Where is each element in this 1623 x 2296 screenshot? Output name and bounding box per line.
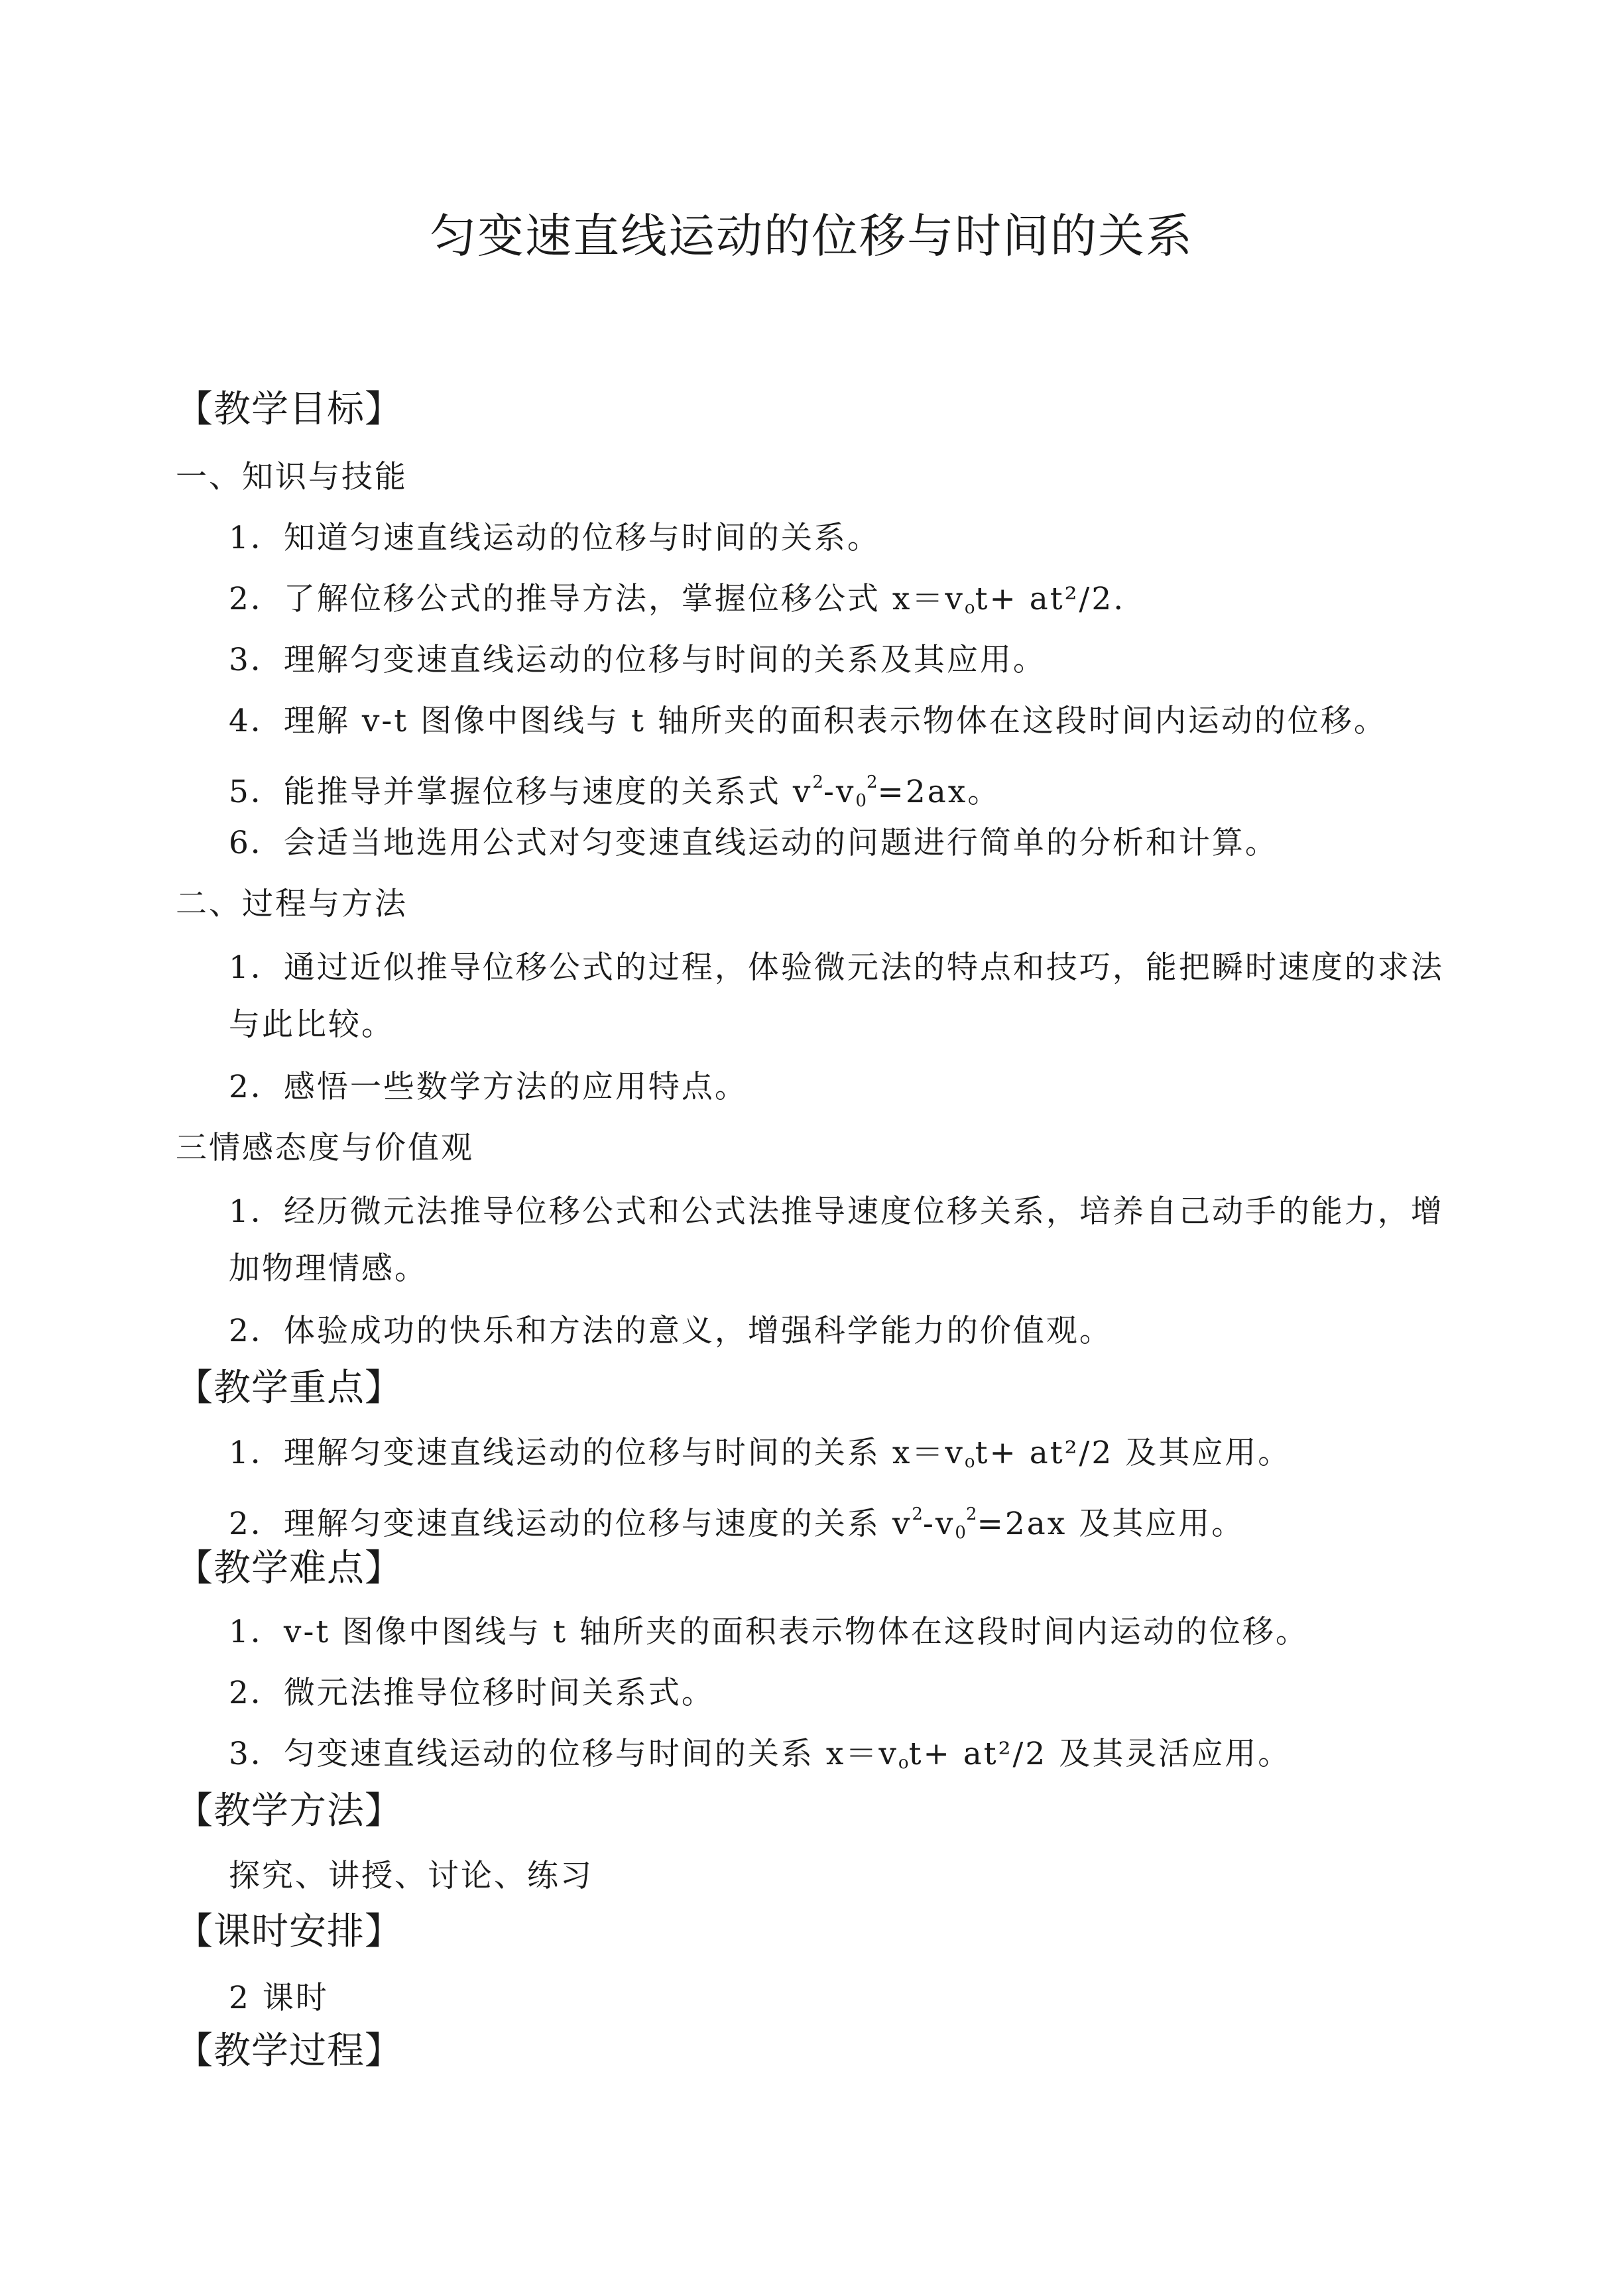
objectives-heading: 【教学目标】 (176, 388, 402, 431)
difficulty-item-2: 2．微元法推导位移时间关系式。 (229, 1675, 715, 1711)
objective-item-3: 3．理解匀变速直线运动的位移与时间的关系及其应用。 (229, 642, 1046, 678)
schedule-text: 2 课时 (229, 1980, 329, 2016)
objective-item-1: 1．知道匀速直线运动的位移与时间的关系。 (229, 520, 880, 556)
document-title: 匀变速直线运动的位移与时间的关系 (430, 209, 1193, 263)
key-point-item-1: 1．理解匀变速直线运动的位移与时间的关系 $x=v_ot+ at^2/2$ 及其应用。 (229, 1435, 1292, 1472)
difficulty-item-1: 1．v-t 图像中图线与 t 轴所夹的面积表示物体在这段时间内运动的位移。 (229, 1614, 1309, 1650)
emotion-item-2: 2．体验成功的快乐和方法的意义，增强科学能力的价值观。 (229, 1313, 1112, 1349)
objective-item-4: 4．理解 v-t 图像中图线与 t 轴所夹的面积表示物体在这段时间内运动的位移。 (229, 703, 1387, 739)
difficulties-heading: 【教学难点】 (176, 1547, 402, 1590)
process-item-1: 1．通过近似推导位移公式的过程，体验微元法的特点和技巧，能把瞬时速度的求法与此比较。 (229, 949, 1444, 1043)
difficulty-item-3: 3．匀变速直线运动的位移与时间的关系 $x=v_ot+ at^2/2$ 及其灵活应用。 (229, 1736, 1292, 1773)
key-point-item-2: 2．理解匀变速直线运动的位移与速度的关系 $v^2-v_0^2=2ax$ 及其应用。 (229, 1504, 1245, 1543)
knowledge-skills-heading: 一、知识与技能 (176, 459, 408, 495)
methods-text: 探究、讲授、讨论、练习 (229, 1858, 593, 1894)
process-item-2: 2．感悟一些数学方法的应用特点。 (229, 1069, 748, 1105)
objective-item-5: 5．能推导并掌握位移与速度的关系式 $v^2-v_0^2=2ax$。 (229, 772, 1001, 811)
emotion-values-heading: 三情感态度与价值观 (176, 1130, 474, 1166)
methods-heading: 【教学方法】 (176, 1789, 402, 1833)
objective-item-2: 2．了解位移公式的推导方法，掌握位移公式 $x=v_ot+ at^2/2$. (229, 581, 1126, 618)
schedule-heading: 【课时安排】 (176, 1910, 402, 1953)
process-method-heading: 二、过程与方法 (176, 886, 408, 922)
objective-item-6: 6．会适当地选用公式对匀变速直线运动的问题进行简单的分析和计算。 (229, 825, 1278, 861)
key-points-heading: 【教学重点】 (176, 1366, 402, 1410)
process-heading: 【教学过程】 (176, 2029, 402, 2073)
emotion-item-1: 1．经历微元法推导位移公式和公式法推导速度位移关系，培养自己动手的能力，增加物理情感。 (229, 1193, 1444, 1287)
